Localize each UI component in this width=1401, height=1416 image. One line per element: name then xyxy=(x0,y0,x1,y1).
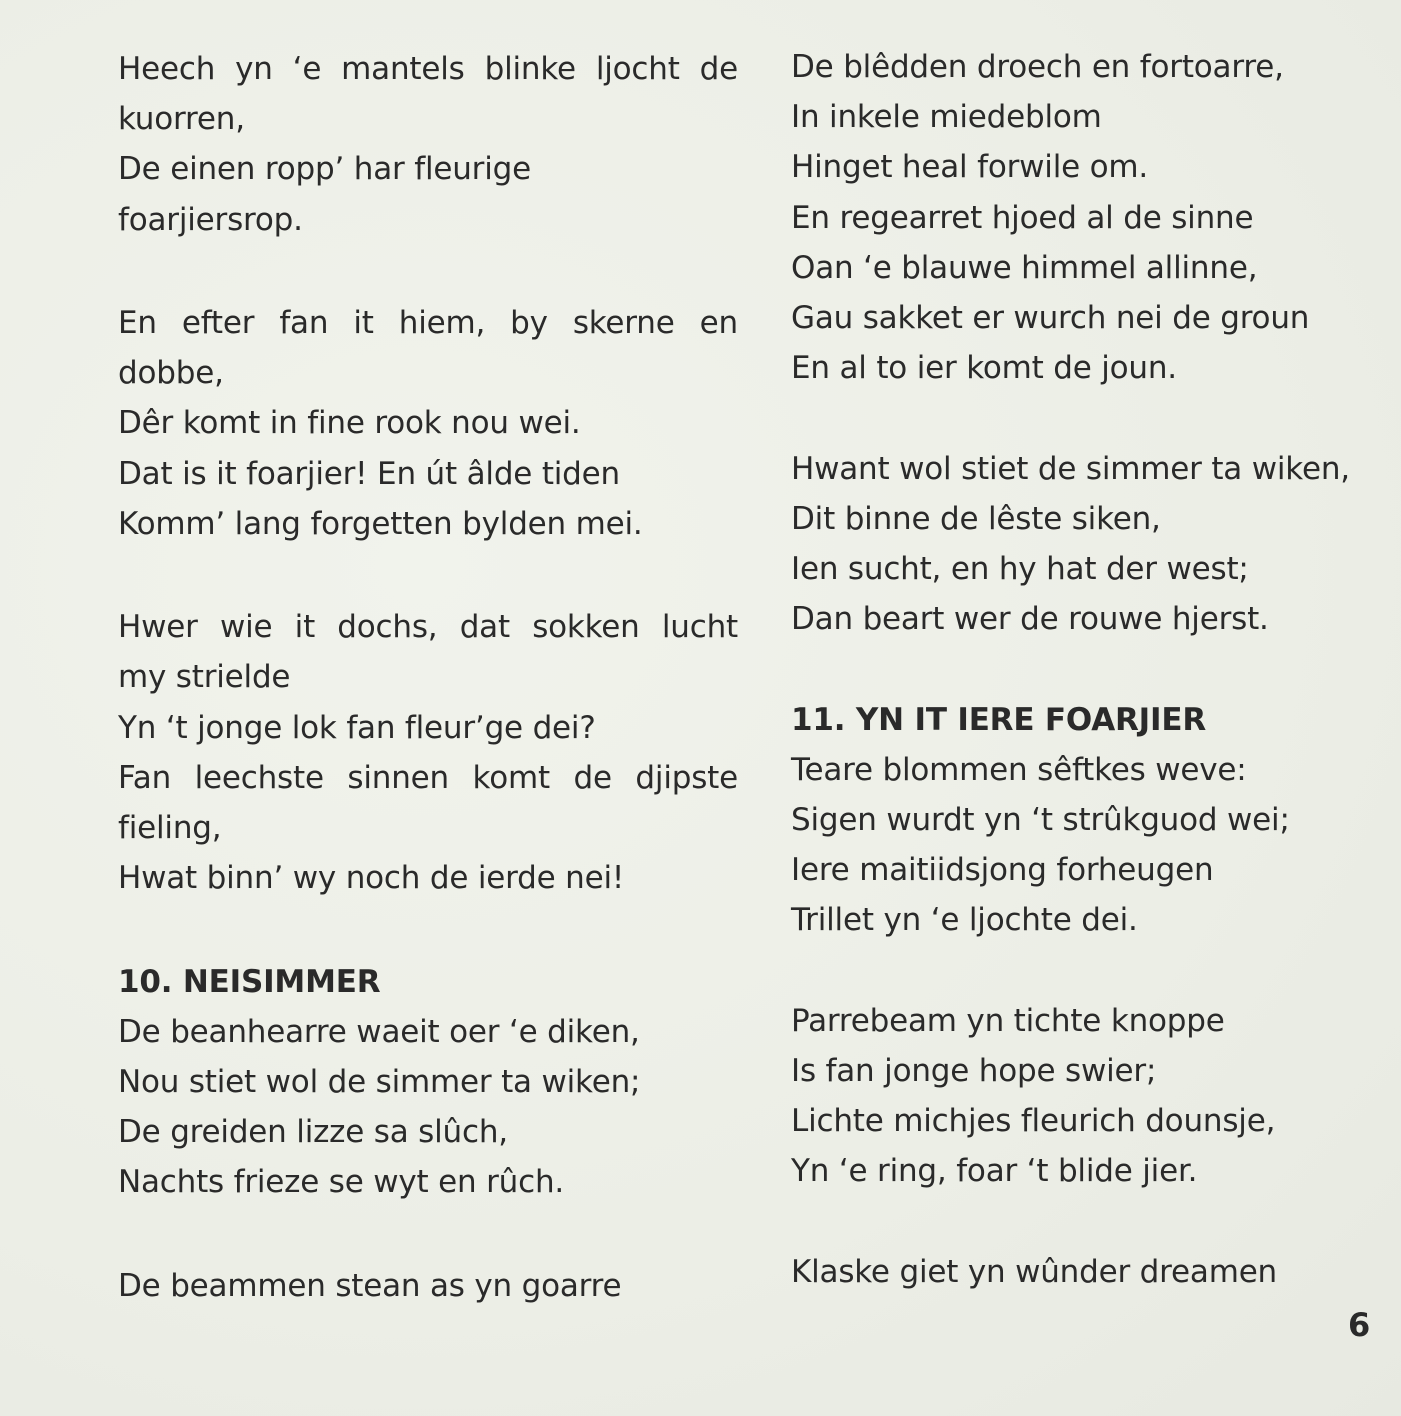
poem-line: De blêdden droech en fortoarre, xyxy=(791,49,1284,85)
section-heading: 11. YN IT IERE FOARJIER xyxy=(791,701,1206,738)
poem-line: Ien sucht, en hy hat der west; xyxy=(791,551,1249,588)
poem-line: Heech yn ‘e mantels blinke ljocht de xyxy=(118,51,738,87)
poem-line: Nou stiet wol de simmer ta wiken; xyxy=(118,1064,641,1101)
poem-line: Komm’ lang forgetten bylden mei. xyxy=(118,505,643,542)
stanza-break xyxy=(118,1208,738,1258)
poem-line: my strielde xyxy=(118,659,291,696)
poem-line: kuorren, xyxy=(118,101,245,138)
poem-line: Dat is it foarjier! En út âlde tiden xyxy=(118,455,620,492)
poem-line: Hwer wie it dochs, dat sokken lucht xyxy=(118,609,738,646)
poem-line: Trillet yn ‘e ljochte dei. xyxy=(791,902,1138,939)
poem-line: Hinget heal forwile om. xyxy=(791,149,1149,186)
poem-line: In inkele miedeblom xyxy=(791,99,1102,136)
stanza-break xyxy=(791,946,1396,996)
right-column xyxy=(791,42,1396,1297)
poem-line: fieling, xyxy=(118,810,222,847)
poem-line: Iere maitiidsjong forheugen xyxy=(791,852,1214,889)
left-column xyxy=(118,42,738,1311)
poem-line: En regearret hjoed al de sinne xyxy=(791,199,1254,236)
stanza-break xyxy=(118,245,738,295)
poem-line: Is fan jonge hope swier; xyxy=(791,1053,1157,1090)
stanza-break xyxy=(118,903,738,953)
poem-line: Oan ‘e blauwe himmel allinne, xyxy=(791,249,1258,286)
poem-line: Nachts frieze se wyt en rûch. xyxy=(118,1164,565,1201)
poem-line: Teare blommen sêftkes weve: xyxy=(791,751,1247,788)
poem-line: Dan beart wer de rouwe hjerst. xyxy=(791,601,1269,638)
stanza-break xyxy=(791,644,1396,694)
poem-line: Klaske giet yn wûnder dreamen xyxy=(791,1253,1278,1290)
poem-line: Yn ‘e ring, foar ‘t blide jier. xyxy=(791,1153,1198,1190)
poem-line: Sigen wurdt yn ‘t strûkguod wei; xyxy=(791,802,1290,839)
poem-line: Dêr komt in fine rook nou wei. xyxy=(118,405,581,442)
poem-line: En efter fan it hiem, by skerne en xyxy=(118,305,738,341)
poem-line: Hwant wol stiet de simmer ta wiken, xyxy=(791,450,1350,487)
poem-line: Gau sakket er wurch nei de groun xyxy=(791,300,1310,337)
poem-line: Dit binne de lêste siken, xyxy=(791,500,1161,537)
poem-line: foarjiersrop. xyxy=(118,201,303,238)
stanza-break xyxy=(791,1197,1396,1247)
poem-line: dobbe, xyxy=(118,355,224,392)
stanza-break xyxy=(791,393,1396,443)
poem-line: Yn ‘t jonge lok fan fleur’ge dei? xyxy=(118,709,596,746)
poem-line: De greiden lizze sa slûch, xyxy=(118,1114,508,1151)
poem-line: De beammen stean as yn goarre xyxy=(118,1267,622,1304)
poem-line: Parrebeam yn tichte knoppe xyxy=(791,1002,1225,1039)
poem-line: Lichte michjes fleurich dounsje, xyxy=(791,1103,1276,1140)
poem-line: En al to ier komt de joun. xyxy=(791,350,1177,387)
poem-line: Fan leechste sinnen komt de djipste xyxy=(118,759,738,796)
section-heading: 10. NEISIMMER xyxy=(118,963,381,1000)
page-number: 6 xyxy=(1348,1306,1371,1344)
stanza-break xyxy=(118,549,738,599)
poem-line: De einen ropp’ har fleurige xyxy=(118,151,531,188)
poem-line: Hwat binn’ wy noch de ierde nei! xyxy=(118,860,625,897)
poem-line: De beanhearre waeit oer ‘e diken, xyxy=(118,1013,640,1050)
